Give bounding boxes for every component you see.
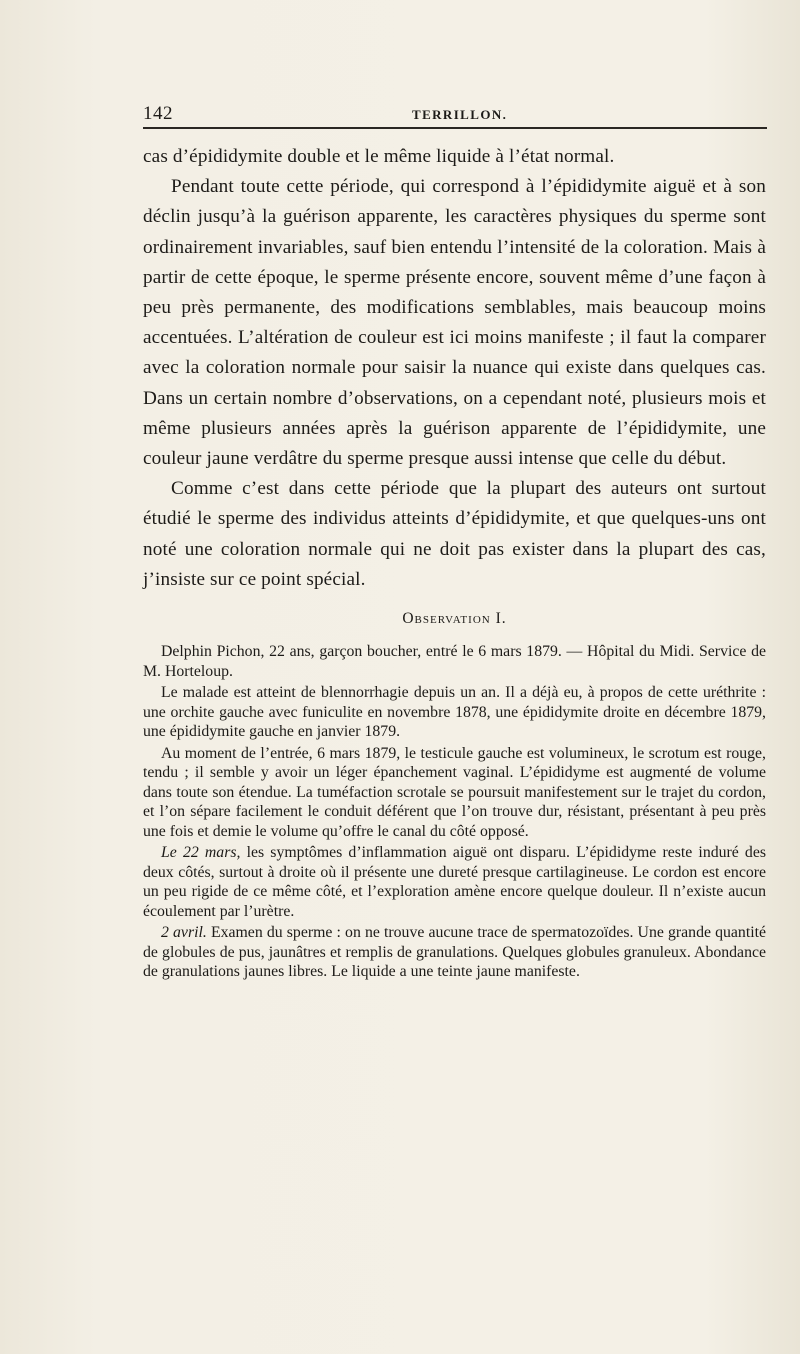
page-content	[143, 142, 766, 982]
page-number: 142	[143, 103, 173, 124]
body-paragraph-3: Comme c’est dans cette période que la plupart des auteurs ont surtout étudié le sperme des individus atteints d’épididymite, et que quelques-uns ont noté une coloration normale qui ne doit pas exister dans la plupart des cas, j’insiste sur ce point spécial.	[143, 478, 766, 590]
observation-title: Observation I.	[402, 610, 507, 628]
observation-date-2-avril: 2 avril.	[161, 924, 207, 942]
header-rule	[143, 127, 767, 129]
observation-note-5-text: Examen du sperme : on ne trouve aucune trace de spermatozoïdes. Une grande quantité de globules de pus, jaunâtres et remplis de granulations. Quelques globules granuleux. Abondance de granulations jaunes libres. Le liquide a une teinte jaune manifeste.	[143, 924, 767, 981]
body-paragraph-1: cas d’épididymite double et le même liquide à l’état normal.	[143, 146, 615, 167]
observation-note-1: Delphin Pichon, 22 ans, garçon boucher, entré le 6 mars 1879. — Hôpital du Midi. Service de M. Horteloup.	[143, 643, 766, 680]
observation-note-5	[143, 923, 766, 982]
observation-note-4-text: les symptômes d’inflammation aiguë ont disparu. L’épididyme reste induré des deux côtés, surtout à droite où il présente une dureté presque cartilagineuse. Le cordon est encore un peu rigide de ce même côté, et l’exploration amène encore quelque douleur. Il n’existe aucun écoulement par l’urètre.	[143, 844, 766, 920]
body-paragraph-2: Pendant toute cette période, qui correspond à l’épididymite aiguë et à son déclin jusqu’à la guérison apparente, les caractères physiques du sperme sont ordinairement invariables, sauf bien entendu l’intensité de la coloration. Mais à partir de cette époque, le sperme présente encore, souvent même d’une façon à peu près permanente, des modifications semblables, mais beaucoup moins accentuées. L’altération de couleur est ici moins manifeste ; il faut la comparer avec la coloration normale pour saisir la nuance qui existe dans quelques cas. Dans un certain nombre d’observations, on a cependant noté, plusieurs mois et même plusieurs années après la guérison apparente de l’épididymite, une couleur jaune verdâtre du sperme presque aussi intense que celle du début.	[143, 176, 766, 470]
observation-note-4	[143, 843, 766, 921]
observation-note-2: Le malade est atteint de blennorrhagie depuis un an. Il a déjà eu, à propos de cette uréthrite : une orchite gauche avec funiculite en novembre 1878, une épididymite droite en décembre 1879, une épididymite gauche en janvier 1879.	[143, 684, 766, 741]
running-head: TERRILLON.	[412, 107, 508, 122]
observation-date-22-mars: Le 22 mars,	[161, 844, 241, 862]
page-header	[143, 103, 740, 127]
observation-note-3: Au moment de l’entrée, 6 mars 1879, le testicule gauche est volumineux, le scrotum est rouge, tendu ; il semble y avoir un léger épanchement vaginal. L’épididyme est augmenté de volume dans toute son étendue. La tuméfaction scrotale se poursuit manifestement sur le trajet du cordon, et l’on sépare facilement le conduit déférent que l’on trouve dur, résistant, présentant à peu près une fois et demie le volume qu’offre le canal du côté opposé.	[143, 744, 766, 840]
